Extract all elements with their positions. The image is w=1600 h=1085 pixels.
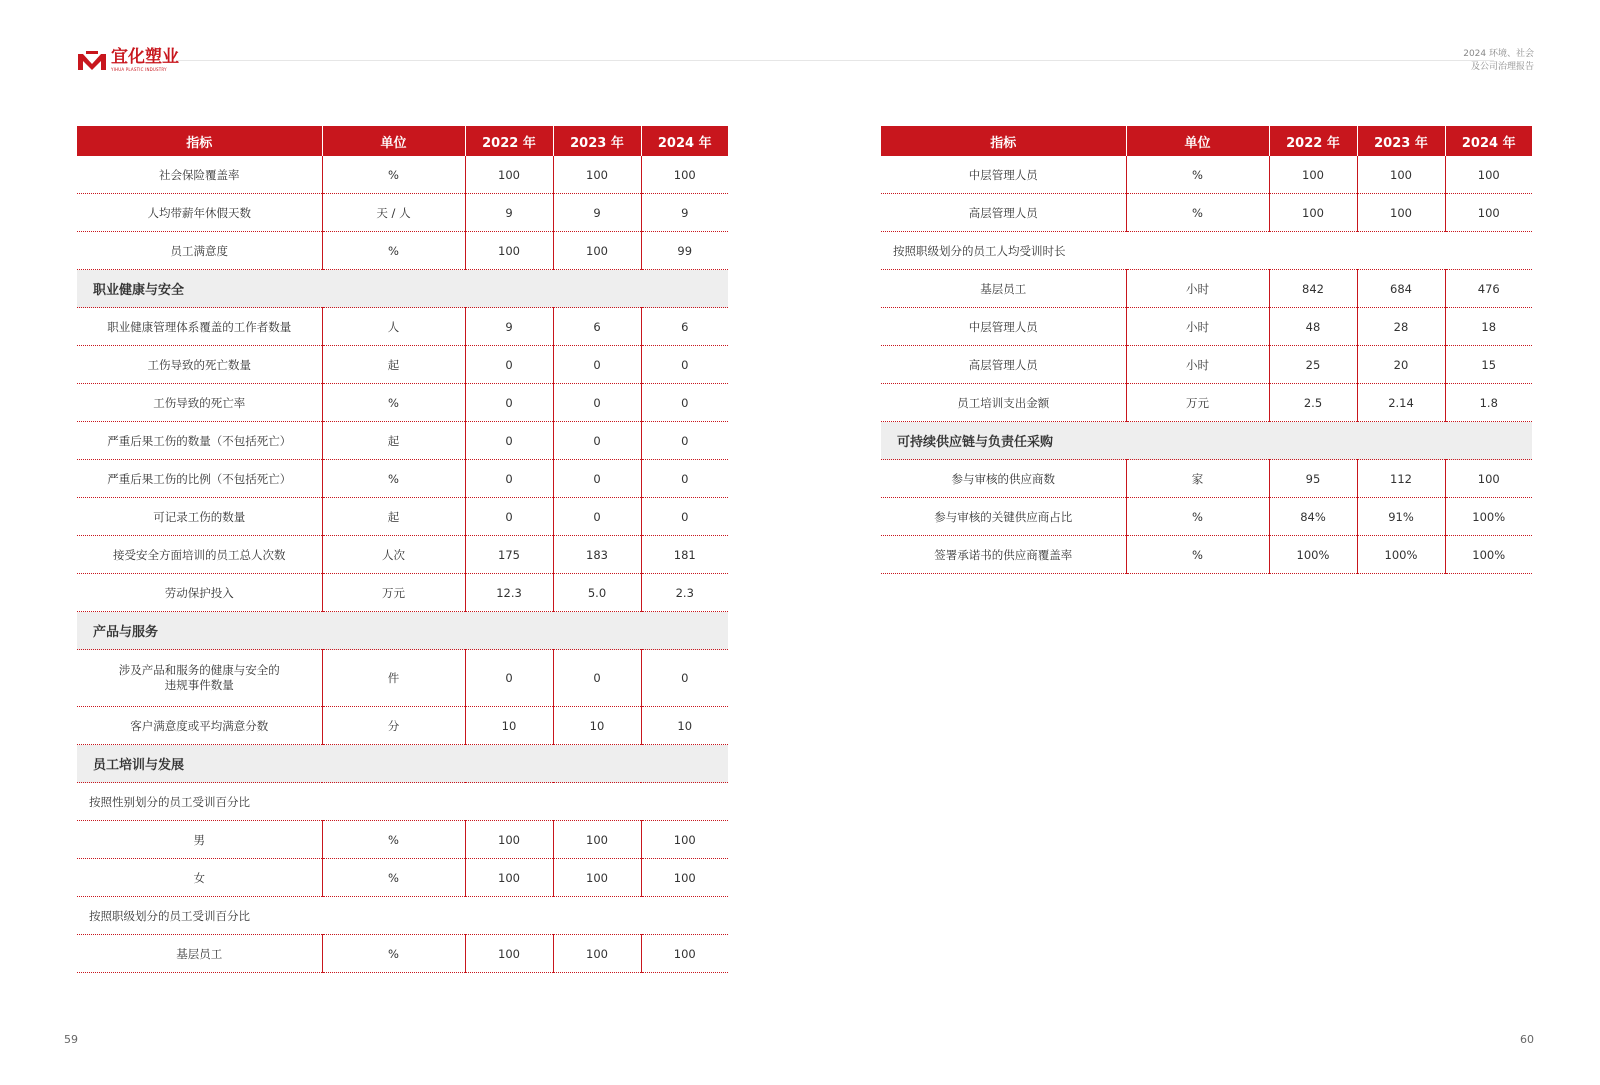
section-header-row [77,612,728,650]
table-row [77,308,728,346]
value-2024-cell: 100 [1445,460,1532,498]
indicator-cell: 女 [77,859,322,897]
value-2024-cell: 1.8 [1445,384,1532,422]
unit-cell: 小时 [1126,308,1269,346]
value-2024-cell: 0 [641,498,728,536]
page-number-left: 59 [64,1033,78,1046]
indicator-cell: 高层管理人员 [881,194,1126,232]
value-2024-cell: 181 [641,536,728,574]
right-data-table [881,126,1532,574]
indicator-cell: 男 [77,821,322,859]
table-row [77,232,728,270]
subheading-row [77,897,728,935]
company-logo [77,48,179,73]
value-2024-cell: 99 [641,232,728,270]
unit-cell: % [1126,536,1269,574]
table-row [77,935,728,973]
unit-cell: % [1126,498,1269,536]
table-row [77,536,728,574]
unit-cell: 人 [322,308,465,346]
value-2024-cell: 0 [641,650,728,707]
unit-cell: 家 [1126,460,1269,498]
section-title: 可持续供应链与负责任采购 [881,422,1532,460]
unit-cell: % [322,384,465,422]
value-2022-cell: 0 [465,460,553,498]
value-2022-cell: 100% [1269,536,1357,574]
indicator-cell: 高层管理人员 [881,346,1126,384]
table-header-row [77,126,728,156]
section-header-row [77,745,728,783]
indicator-cell: 客户满意度或平均满意分数 [77,707,322,745]
indicator-cell: 人均带薪年休假天数 [77,194,322,232]
value-2023-cell: 5.0 [553,574,641,612]
value-2022-cell: 100 [465,859,553,897]
value-2022-cell: 9 [465,194,553,232]
unit-cell: 人次 [322,536,465,574]
value-2022-cell: 48 [1269,308,1357,346]
value-2023-cell: 20 [1357,346,1445,384]
value-2023-cell: 112 [1357,460,1445,498]
report-title-line2: 及公司治理报告 [1470,62,1534,72]
unit-cell: 起 [322,498,465,536]
value-2023-cell: 2.14 [1357,384,1445,422]
unit-cell: % [322,821,465,859]
col-header-2023: 2023 年 [553,126,641,156]
section-header-row [881,422,1532,460]
unit-cell: % [1126,194,1269,232]
value-2024-cell: 15 [1445,346,1532,384]
logo-chinese-name: 宜化塑业 [111,47,179,67]
unit-cell: 小时 [1126,346,1269,384]
value-2024-cell: 6 [641,308,728,346]
subheading-row [881,232,1532,270]
table-row [881,460,1532,498]
table-row [881,498,1532,536]
indicator-cell: 严重后果工伤的数量（不包括死亡） [77,422,322,460]
value-2022-cell: 10 [465,707,553,745]
value-2022-cell: 12.3 [465,574,553,612]
unit-cell: % [322,859,465,897]
value-2024-cell: 18 [1445,308,1532,346]
section-header-row [77,270,728,308]
table-row [77,460,728,498]
col-header-indicator: 指标 [881,126,1126,156]
logo-english-name: YIHUA PLASTIC INDUSTRY [111,67,167,72]
unit-cell: 起 [322,346,465,384]
indicator-cell [77,650,322,707]
value-2022-cell: 100 [1269,156,1357,194]
table-row [77,821,728,859]
value-2024-cell: 100 [1445,156,1532,194]
value-2023-cell: 6 [553,308,641,346]
table-row [881,156,1532,194]
value-2024-cell: 476 [1445,270,1532,308]
value-2023-cell: 100 [553,821,641,859]
indicator-cell: 劳动保护投入 [77,574,322,612]
value-2022-cell: 100 [465,821,553,859]
indicator-label-line1: 涉及产品和服务的健康与安全的 [118,663,280,677]
subheading-label: 按照职级划分的员工人均受训时长 [881,232,1532,270]
logo-mark-icon [77,50,107,72]
value-2023-cell: 28 [1357,308,1445,346]
indicator-cell: 社会保险覆盖率 [77,156,322,194]
value-2022-cell: 100 [1269,194,1357,232]
table-row [881,308,1532,346]
left-data-table [77,126,728,973]
table-row [77,194,728,232]
value-2023-cell: 0 [553,384,641,422]
unit-cell: 起 [322,422,465,460]
value-2024-cell: 2.3 [641,574,728,612]
table-row [881,194,1532,232]
value-2023-cell: 100 [553,156,641,194]
indicator-cell: 可记录工伤的数量 [77,498,322,536]
table-row [77,498,728,536]
value-2024-cell: 100 [641,859,728,897]
table-row [77,422,728,460]
section-title: 员工培训与发展 [77,745,728,783]
page-number-right: 60 [1520,1033,1534,1046]
value-2023-cell: 0 [553,650,641,707]
subheading-label: 按照职级划分的员工受训百分比 [77,897,728,935]
table-row [77,346,728,384]
value-2024-cell: 100 [641,935,728,973]
table-row [77,859,728,897]
value-2023-cell: 183 [553,536,641,574]
col-header-unit: 单位 [1126,126,1269,156]
indicator-label-line2: 违规事件数量 [164,678,234,692]
value-2022-cell: 84% [1269,498,1357,536]
value-2023-cell: 9 [553,194,641,232]
table-row [77,574,728,612]
indicator-cell: 基层员工 [77,935,322,973]
value-2023-cell: 100% [1357,536,1445,574]
value-2022-cell: 100 [465,156,553,194]
table-row [881,346,1532,384]
value-2022-cell: 842 [1269,270,1357,308]
report-title-line1: 2024 环境、社会 [1463,49,1534,59]
value-2023-cell: 10 [553,707,641,745]
value-2024-cell: 100% [1445,536,1532,574]
value-2022-cell: 0 [465,346,553,384]
unit-cell: % [1126,156,1269,194]
table-row [77,707,728,745]
value-2023-cell: 100 [553,232,641,270]
value-2023-cell: 0 [553,346,641,384]
value-2022-cell: 0 [465,498,553,536]
unit-cell: % [322,460,465,498]
value-2023-cell: 684 [1357,270,1445,308]
unit-cell: 件 [322,650,465,707]
unit-cell: 小时 [1126,270,1269,308]
table-row [77,384,728,422]
indicator-cell: 职业健康管理体系覆盖的工作者数量 [77,308,322,346]
value-2023-cell: 100 [1357,156,1445,194]
table-row [77,156,728,194]
col-header-2024: 2024 年 [1445,126,1532,156]
indicator-cell: 工伤导致的死亡数量 [77,346,322,384]
unit-cell: % [322,232,465,270]
col-header-indicator: 指标 [77,126,322,156]
value-2022-cell: 0 [465,650,553,707]
value-2024-cell: 100% [1445,498,1532,536]
header-divider [178,60,1494,61]
value-2024-cell: 0 [641,346,728,384]
table-row [881,270,1532,308]
value-2022-cell: 0 [465,422,553,460]
col-header-unit: 单位 [322,126,465,156]
value-2023-cell: 0 [553,422,641,460]
report-title [1463,48,1534,74]
value-2022-cell: 95 [1269,460,1357,498]
table-row [77,650,728,707]
unit-cell: 分 [322,707,465,745]
value-2022-cell: 100 [465,935,553,973]
section-title: 职业健康与安全 [77,270,728,308]
unit-cell: 万元 [1126,384,1269,422]
value-2022-cell: 100 [465,232,553,270]
indicator-cell: 参与审核的关键供应商占比 [881,498,1126,536]
value-2023-cell: 100 [553,859,641,897]
value-2024-cell: 100 [1445,194,1532,232]
value-2024-cell: 10 [641,707,728,745]
value-2023-cell: 100 [1357,194,1445,232]
col-header-2022: 2022 年 [465,126,553,156]
indicator-cell: 签署承诺书的供应商覆盖率 [881,536,1126,574]
subheading-row [77,783,728,821]
table-row [881,384,1532,422]
indicator-cell: 员工满意度 [77,232,322,270]
value-2023-cell: 0 [553,460,641,498]
unit-cell: % [322,935,465,973]
value-2023-cell: 100 [553,935,641,973]
col-header-2023: 2023 年 [1357,126,1445,156]
indicator-cell: 员工培训支出金额 [881,384,1126,422]
indicator-cell: 中层管理人员 [881,308,1126,346]
unit-cell: 万元 [322,574,465,612]
col-header-2024: 2024 年 [641,126,728,156]
indicator-cell: 参与审核的供应商数 [881,460,1126,498]
unit-cell: 天 / 人 [322,194,465,232]
indicator-cell: 严重后果工伤的比例（不包括死亡） [77,460,322,498]
value-2024-cell: 0 [641,460,728,498]
value-2024-cell: 9 [641,194,728,232]
table-header-row [881,126,1532,156]
value-2023-cell: 91% [1357,498,1445,536]
value-2022-cell: 175 [465,536,553,574]
unit-cell: % [322,156,465,194]
value-2022-cell: 0 [465,384,553,422]
indicator-cell: 工伤导致的死亡率 [77,384,322,422]
subheading-label: 按照性别划分的员工受训百分比 [77,783,728,821]
section-title: 产品与服务 [77,612,728,650]
value-2024-cell: 0 [641,384,728,422]
indicator-cell: 接受安全方面培训的员工总人次数 [77,536,322,574]
table-row [881,536,1532,574]
col-header-2022: 2022 年 [1269,126,1357,156]
value-2022-cell: 25 [1269,346,1357,384]
value-2022-cell: 9 [465,308,553,346]
value-2024-cell: 0 [641,422,728,460]
value-2023-cell: 0 [553,498,641,536]
indicator-cell: 基层员工 [881,270,1126,308]
value-2022-cell: 2.5 [1269,384,1357,422]
value-2024-cell: 100 [641,821,728,859]
indicator-cell: 中层管理人员 [881,156,1126,194]
value-2024-cell: 100 [641,156,728,194]
